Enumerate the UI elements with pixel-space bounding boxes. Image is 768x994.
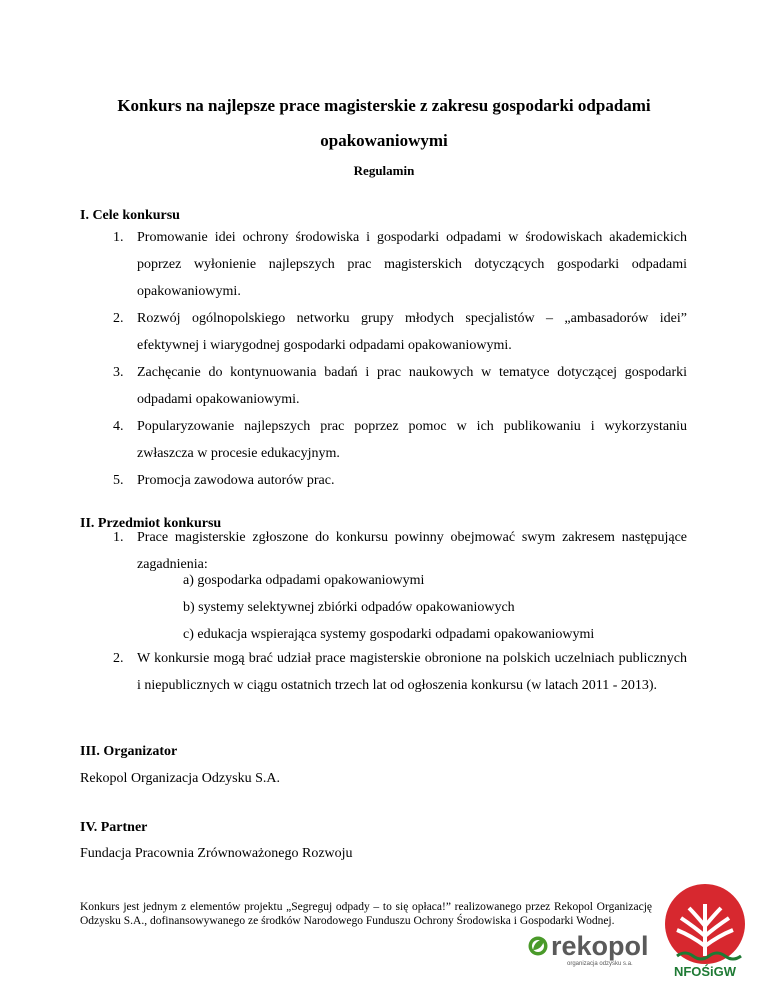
section-1-heading: I. Cele konkursu bbox=[80, 208, 180, 223]
rekopol-logo bbox=[527, 929, 659, 967]
section-2-subitem-b: b) systemy selektywnej zbiórki odpadów opakowaniowych bbox=[183, 600, 515, 615]
document-title-line-2: opakowaniowymi bbox=[320, 131, 448, 150]
section-2-item-2-text: W konkursie mogą brać udział prace magisterskie obronione na polskich uczelniach publicznych i niepublicznych w ciągu ostatnich trzech lat od ogłoszenia konkursu (w latach 2011 - 2013). bbox=[137, 651, 687, 693]
rekopol-leaf-icon bbox=[529, 937, 548, 956]
nfosigw-logo bbox=[663, 884, 747, 980]
rekopol-tagline: organizacja odzysku s.a. bbox=[567, 961, 633, 967]
section-2-heading: II. Przedmiot konkursu bbox=[80, 516, 222, 531]
section-1-item-5-text: Promocja zawodowa autorów prac. bbox=[137, 473, 335, 488]
section-1-item-1-text: Promowanie idei ochrony środowiska i gospodarki odpadami w środowiskach akademickich poprzez wyłonienie najlepszych prac magisterskich dotyczących gospodarki odpadami opakowaniowymi. bbox=[137, 230, 687, 299]
section-1-item-3-text: Zachęcanie do kontynuowania badań i prac naukowych w tematyce dotyczącej gospodarki odpadami opakowaniowymi. bbox=[137, 365, 687, 407]
section-1-item-1-number: 1. bbox=[113, 230, 124, 245]
section-1-item-4-text: Popularyzowanie najlepszych prac poprzez pomoc w ich publikowaniu i wykorzystaniu zwłaszcza w procesie edukacyjnym. bbox=[137, 419, 687, 461]
section-1-item-5-number: 5. bbox=[113, 473, 124, 488]
section-2-subitem-c: c) edukacja wspierająca systemy gospodarki odpadami opakowaniowymi bbox=[183, 627, 595, 642]
section-2-item-1-number: 1. bbox=[113, 530, 124, 545]
footer-note: Konkurs jest jednym z elementów projektu „Segreguj odpady – to się opłaca!” realizowanego przez Rekopol Organizację Odzysku S.A., dofinansowywanego ze środków Narodowego Funduszu Ochrony Środowiska i Gospodarki Wodnej. bbox=[80, 901, 652, 927]
rekopol-wordmark: rekopol bbox=[551, 931, 649, 961]
document-title-line-1: Konkurs na najlepsze prace magisterskie z zakresu gospodarki odpadami bbox=[117, 96, 651, 115]
document-subtitle: Regulamin bbox=[353, 163, 415, 178]
section-1-item-2-text: Rozwój ogólnopolskiego networku grupy młodych specjalistów – „ambasadorów idei” efektywnej i wiarygodnej gospodarki odpadami opakowaniowymi. bbox=[137, 311, 687, 353]
section-1-item-3-number: 3. bbox=[113, 365, 124, 380]
nfosigw-wordmark: NFOŚiGW bbox=[673, 964, 737, 979]
section-1-item-2-number: 2. bbox=[113, 311, 124, 326]
section-1-item-4-number: 4. bbox=[113, 419, 124, 434]
section-4-heading: IV. Partner bbox=[80, 820, 148, 835]
section-2-item-1-text: Prace magisterskie zgłoszone do konkursu powinny obejmować swym zakresem następujące zagadnienia: bbox=[137, 530, 687, 572]
organizer-name: Rekopol Organizacja Odzysku S.A. bbox=[80, 771, 280, 786]
partner-name: Fundacja Pracownia Zrównoważonego Rozwoju bbox=[80, 846, 353, 861]
section-2-subitem-a: a) gospodarka odpadami opakowaniowymi bbox=[183, 573, 425, 588]
section-2-item-2-number: 2. bbox=[113, 651, 124, 666]
section-3-heading: III. Organizator bbox=[80, 744, 178, 759]
